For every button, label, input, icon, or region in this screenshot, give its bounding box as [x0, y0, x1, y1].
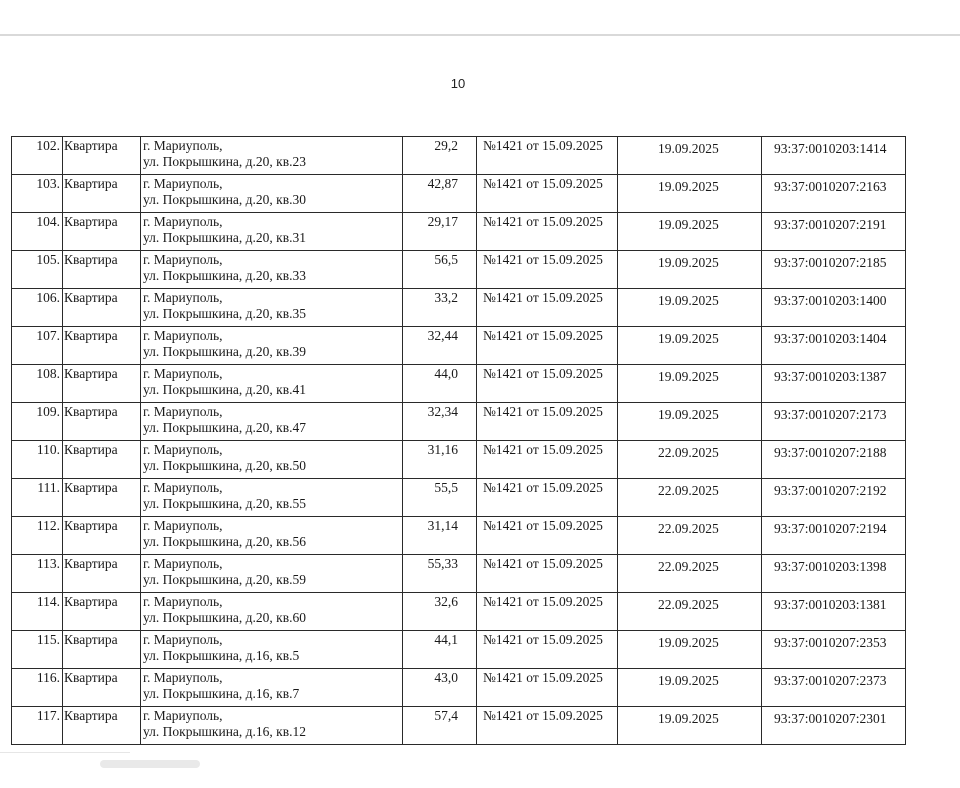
table-row — [12, 593, 906, 631]
order-reference-cell: №1421 от 15.09.2025 — [477, 441, 618, 479]
address-street: ул. Покрышкина, д.16, кв.7 — [143, 686, 300, 701]
order-reference-cell: №1421 от 15.09.2025 — [477, 631, 618, 669]
registration-date-cell: 19.09.2025 — [618, 289, 762, 327]
table-row — [12, 137, 906, 175]
address-city: г. Мариуполь, — [143, 138, 223, 153]
row-number-cell: 110. — [12, 441, 63, 479]
cadastral-number-cell: 93:37:0010203:1404 — [762, 327, 906, 365]
property-type-cell: Квартира — [63, 403, 141, 441]
address-street: ул. Покрышкина, д.20, кв.47 — [143, 420, 306, 435]
cadastral-number-cell: 93:37:0010203:1387 — [762, 365, 906, 403]
address-cell — [141, 593, 403, 631]
address-cell — [141, 441, 403, 479]
cadastral-number-cell: 93:37:0010207:2194 — [762, 517, 906, 555]
address-city: г. Мариуполь, — [143, 328, 223, 343]
property-type-cell: Квартира — [63, 707, 141, 745]
property-type-cell: Квартира — [63, 137, 141, 175]
address-street: ул. Покрышкина, д.20, кв.33 — [143, 268, 306, 283]
registration-date-cell: 19.09.2025 — [618, 631, 762, 669]
row-number-cell: 104. — [12, 213, 63, 251]
row-number-cell: 105. — [12, 251, 63, 289]
property-type-cell: Квартира — [63, 555, 141, 593]
cadastral-number-cell: 93:37:0010207:2353 — [762, 631, 906, 669]
registration-date-cell: 19.09.2025 — [618, 137, 762, 175]
cadastral-number-cell: 93:37:0010203:1414 — [762, 137, 906, 175]
area-cell: 56,5 — [403, 251, 477, 289]
area-cell: 55,5 — [403, 479, 477, 517]
cadastral-number-cell: 93:37:0010203:1381 — [762, 593, 906, 631]
scan-mark — [0, 752, 130, 753]
area-cell: 33,2 — [403, 289, 477, 327]
address-city: г. Мариуполь, — [143, 252, 223, 267]
row-number-cell: 103. — [12, 175, 63, 213]
address-cell — [141, 403, 403, 441]
address-city: г. Мариуполь, — [143, 480, 223, 495]
registration-date-cell: 19.09.2025 — [618, 327, 762, 365]
property-type-cell: Квартира — [63, 213, 141, 251]
address-cell — [141, 327, 403, 365]
address-city: г. Мариуполь, — [143, 594, 223, 609]
order-reference-cell: №1421 от 15.09.2025 — [477, 213, 618, 251]
address-street: ул. Покрышкина, д.20, кв.55 — [143, 496, 306, 511]
registration-date-cell: 19.09.2025 — [618, 175, 762, 213]
address-cell — [141, 479, 403, 517]
address-city: г. Мариуполь, — [143, 708, 223, 723]
area-cell: 57,4 — [403, 707, 477, 745]
row-number-cell: 114. — [12, 593, 63, 631]
address-street: ул. Покрышкина, д.20, кв.50 — [143, 458, 306, 473]
address-street: ул. Покрышкина, д.20, кв.39 — [143, 344, 306, 359]
property-table — [11, 136, 906, 745]
property-type-cell: Квартира — [63, 631, 141, 669]
registration-date-cell: 19.09.2025 — [618, 251, 762, 289]
address-city: г. Мариуполь, — [143, 214, 223, 229]
area-cell: 32,34 — [403, 403, 477, 441]
property-type-cell: Квартира — [63, 593, 141, 631]
page-number: 10 — [450, 76, 466, 91]
address-street: ул. Покрышкина, д.16, кв.12 — [143, 724, 306, 739]
address-city: г. Мариуполь, — [143, 176, 223, 191]
order-reference-cell: №1421 от 15.09.2025 — [477, 327, 618, 365]
property-type-cell: Квартира — [63, 251, 141, 289]
cadastral-number-cell: 93:37:0010203:1398 — [762, 555, 906, 593]
row-number-cell: 112. — [12, 517, 63, 555]
registration-date-cell: 19.09.2025 — [618, 669, 762, 707]
row-number-cell: 111. — [12, 479, 63, 517]
address-street: ул. Покрышкина, д.20, кв.23 — [143, 154, 306, 169]
property-type-cell: Квартира — [63, 327, 141, 365]
area-cell: 43,0 — [403, 669, 477, 707]
table-row — [12, 441, 906, 479]
area-cell: 31,16 — [403, 441, 477, 479]
row-number-cell: 117. — [12, 707, 63, 745]
row-number-cell: 102. — [12, 137, 63, 175]
order-reference-cell: №1421 от 15.09.2025 — [477, 289, 618, 327]
order-reference-cell: №1421 от 15.09.2025 — [477, 555, 618, 593]
property-type-cell: Квартира — [63, 441, 141, 479]
table-row — [12, 175, 906, 213]
address-city: г. Мариуполь, — [143, 290, 223, 305]
table-row — [12, 403, 906, 441]
table-row — [12, 251, 906, 289]
address-cell — [141, 175, 403, 213]
address-city: г. Мариуполь, — [143, 366, 223, 381]
area-cell: 44,1 — [403, 631, 477, 669]
table-row — [12, 289, 906, 327]
order-reference-cell: №1421 от 15.09.2025 — [477, 251, 618, 289]
registration-date-cell: 19.09.2025 — [618, 213, 762, 251]
order-reference-cell: №1421 от 15.09.2025 — [477, 707, 618, 745]
order-reference-cell: №1421 от 15.09.2025 — [477, 403, 618, 441]
area-cell: 55,33 — [403, 555, 477, 593]
address-street: ул. Покрышкина, д.20, кв.35 — [143, 306, 306, 321]
area-cell: 32,6 — [403, 593, 477, 631]
address-cell — [141, 555, 403, 593]
row-number-cell: 113. — [12, 555, 63, 593]
address-street: ул. Покрышкина, д.20, кв.30 — [143, 192, 306, 207]
area-cell: 29,17 — [403, 213, 477, 251]
registration-date-cell: 19.09.2025 — [618, 707, 762, 745]
order-reference-cell: №1421 от 15.09.2025 — [477, 669, 618, 707]
address-cell — [141, 213, 403, 251]
table-row — [12, 517, 906, 555]
registration-date-cell: 22.09.2025 — [618, 555, 762, 593]
address-cell — [141, 251, 403, 289]
area-cell: 29,2 — [403, 137, 477, 175]
address-cell — [141, 669, 403, 707]
property-type-cell: Квартира — [63, 365, 141, 403]
registration-date-cell: 22.09.2025 — [618, 517, 762, 555]
table-row — [12, 669, 906, 707]
address-city: г. Мариуполь, — [143, 632, 223, 647]
property-type-cell: Квартира — [63, 175, 141, 213]
property-type-cell: Квартира — [63, 669, 141, 707]
address-city: г. Мариуполь, — [143, 670, 223, 685]
order-reference-cell: №1421 от 15.09.2025 — [477, 593, 618, 631]
address-city: г. Мариуполь, — [143, 442, 223, 457]
row-number-cell: 106. — [12, 289, 63, 327]
property-type-cell: Квартира — [63, 289, 141, 327]
address-city: г. Мариуполь, — [143, 404, 223, 419]
cadastral-number-cell: 93:37:0010207:2301 — [762, 707, 906, 745]
row-number-cell: 107. — [12, 327, 63, 365]
area-cell: 32,44 — [403, 327, 477, 365]
row-number-cell: 109. — [12, 403, 63, 441]
scan-smudge — [100, 760, 200, 768]
table-row — [12, 365, 906, 403]
table-body — [12, 137, 906, 745]
order-reference-cell: №1421 от 15.09.2025 — [477, 479, 618, 517]
row-number-cell: 115. — [12, 631, 63, 669]
address-street: ул. Покрышкина, д.16, кв.5 — [143, 648, 300, 663]
area-cell: 42,87 — [403, 175, 477, 213]
address-city: г. Мариуполь, — [143, 556, 223, 571]
cadastral-number-cell: 93:37:0010207:2173 — [762, 403, 906, 441]
table-row — [12, 707, 906, 745]
address-street: ул. Покрышкина, д.20, кв.60 — [143, 610, 306, 625]
top-rule — [0, 34, 960, 36]
address-cell — [141, 517, 403, 555]
address-street: ул. Покрышкина, д.20, кв.31 — [143, 230, 306, 245]
order-reference-cell: №1421 от 15.09.2025 — [477, 175, 618, 213]
cadastral-number-cell: 93:37:0010207:2373 — [762, 669, 906, 707]
area-cell: 31,14 — [403, 517, 477, 555]
order-reference-cell: №1421 от 15.09.2025 — [477, 365, 618, 403]
order-reference-cell: №1421 от 15.09.2025 — [477, 517, 618, 555]
table-row — [12, 555, 906, 593]
row-number-cell: 116. — [12, 669, 63, 707]
cadastral-number-cell: 93:37:0010207:2185 — [762, 251, 906, 289]
registration-date-cell: 19.09.2025 — [618, 403, 762, 441]
registration-date-cell: 22.09.2025 — [618, 593, 762, 631]
cadastral-number-cell: 93:37:0010207:2191 — [762, 213, 906, 251]
area-cell: 44,0 — [403, 365, 477, 403]
cadastral-number-cell: 93:37:0010207:2163 — [762, 175, 906, 213]
address-city: г. Мариуполь, — [143, 518, 223, 533]
property-type-cell: Квартира — [63, 517, 141, 555]
address-cell — [141, 365, 403, 403]
address-cell — [141, 289, 403, 327]
address-street: ул. Покрышкина, д.20, кв.41 — [143, 382, 306, 397]
address-street: ул. Покрышкина, д.20, кв.59 — [143, 572, 306, 587]
cadastral-number-cell: 93:37:0010207:2192 — [762, 479, 906, 517]
address-cell — [141, 137, 403, 175]
property-type-cell: Квартира — [63, 479, 141, 517]
order-reference-cell: №1421 от 15.09.2025 — [477, 137, 618, 175]
registration-date-cell: 22.09.2025 — [618, 479, 762, 517]
table-row — [12, 479, 906, 517]
table-row — [12, 213, 906, 251]
address-cell — [141, 707, 403, 745]
cadastral-number-cell: 93:37:0010203:1400 — [762, 289, 906, 327]
address-cell — [141, 631, 403, 669]
cadastral-number-cell: 93:37:0010207:2188 — [762, 441, 906, 479]
registration-date-cell: 19.09.2025 — [618, 365, 762, 403]
address-street: ул. Покрышкина, д.20, кв.56 — [143, 534, 306, 549]
row-number-cell: 108. — [12, 365, 63, 403]
registration-date-cell: 22.09.2025 — [618, 441, 762, 479]
table-row — [12, 631, 906, 669]
table-row — [12, 327, 906, 365]
